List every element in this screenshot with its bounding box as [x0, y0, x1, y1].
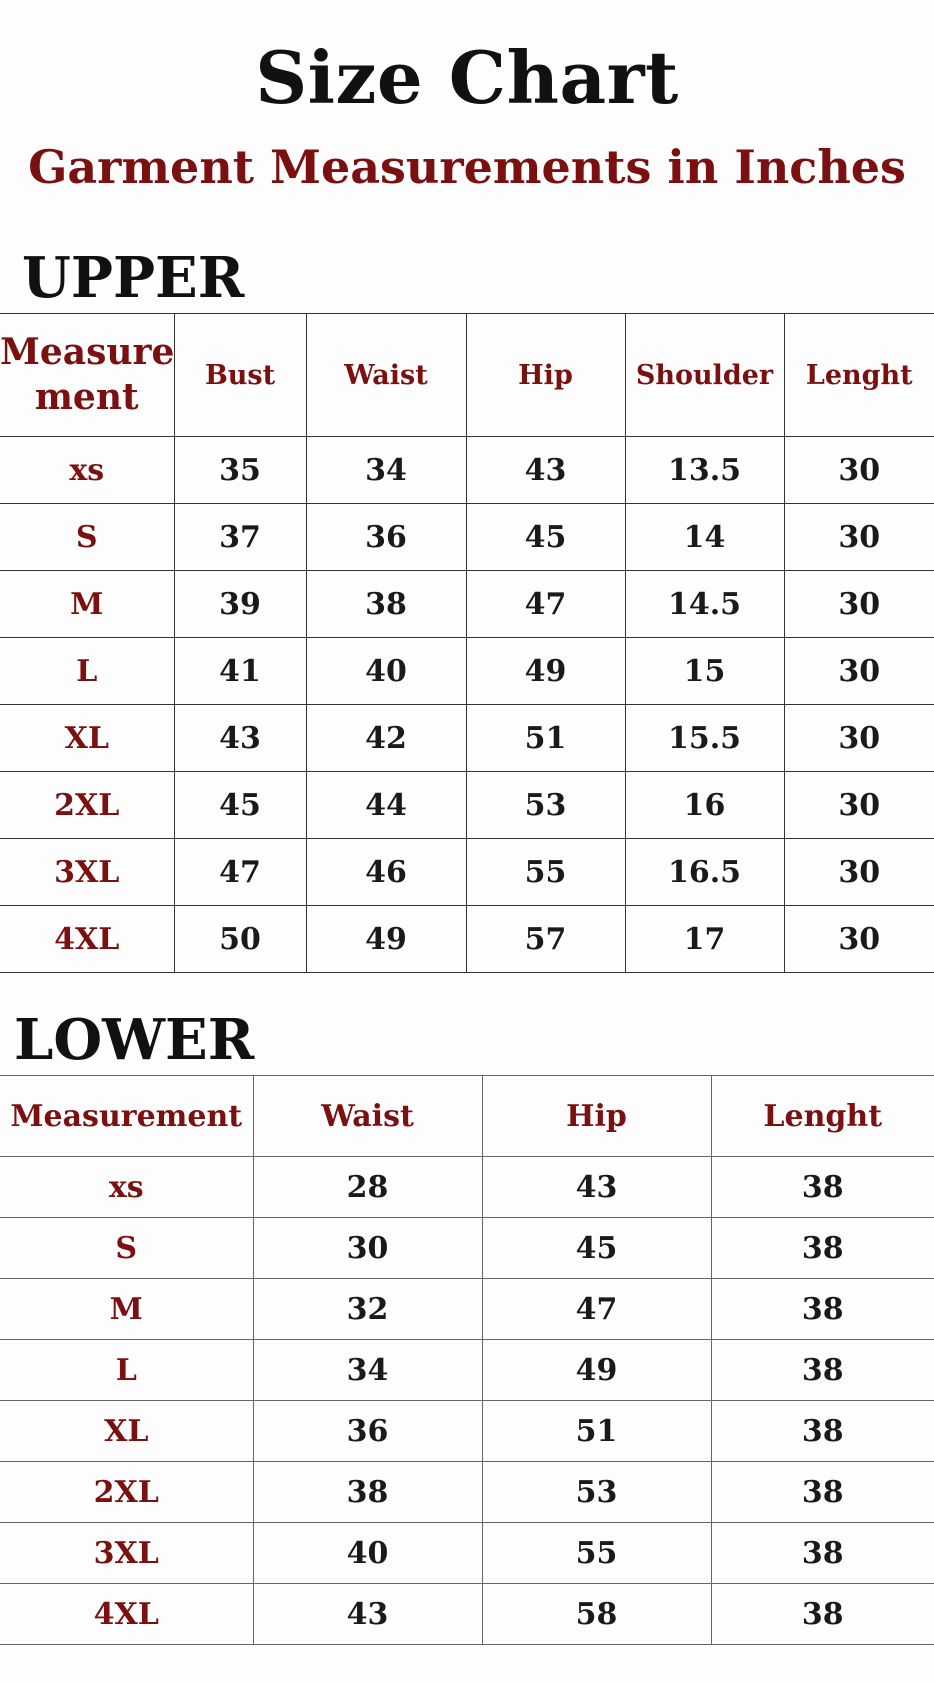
measurement-cell: 30	[784, 906, 934, 973]
measurement-cell: 38	[711, 1523, 934, 1584]
table-row	[0, 1523, 934, 1584]
upper-header-bust: Bust	[174, 314, 306, 437]
size-label-cell: L	[0, 638, 174, 705]
measurement-cell: 53	[466, 772, 625, 839]
measurement-cell: 39	[174, 571, 306, 638]
measurement-cell: 46	[306, 839, 466, 906]
upper-header-length: Lenght	[784, 314, 934, 437]
table-row	[0, 1279, 934, 1340]
measurement-cell: 47	[466, 571, 625, 638]
lower-section-title: LOWER	[14, 1007, 255, 1073]
table-row	[0, 1462, 934, 1523]
measurement-cell: 36	[253, 1401, 482, 1462]
upper-header-hip: Hip	[466, 314, 625, 437]
measurement-cell: 55	[482, 1523, 711, 1584]
measurement-cell: 14.5	[625, 571, 784, 638]
measurement-cell: 47	[482, 1279, 711, 1340]
size-label-cell: XL	[0, 705, 174, 772]
measurement-cell: 38	[253, 1462, 482, 1523]
lower-header-hip: Hip	[482, 1076, 711, 1157]
table-row	[0, 839, 934, 906]
measurement-cell: 38	[711, 1584, 934, 1645]
size-label-cell: 4XL	[0, 1584, 253, 1645]
upper-header-row	[0, 314, 934, 437]
measurement-cell: 14	[625, 504, 784, 571]
measurement-cell: 30	[784, 437, 934, 504]
measurement-cell: 38	[711, 1157, 934, 1218]
lower-header-measurement: Measurement	[0, 1076, 253, 1157]
measurement-cell: 38	[711, 1462, 934, 1523]
size-label-cell: M	[0, 571, 174, 638]
measurement-cell: 43	[482, 1157, 711, 1218]
page-subtitle: Garment Measurements in Inches	[28, 140, 906, 194]
measurement-cell: 40	[306, 638, 466, 705]
measurement-cell: 41	[174, 638, 306, 705]
table-row	[0, 1584, 934, 1645]
measurement-cell: 58	[482, 1584, 711, 1645]
size-label-cell: xs	[0, 437, 174, 504]
size-label-cell: S	[0, 1218, 253, 1279]
upper-section-title: UPPER	[22, 245, 245, 311]
table-row	[0, 571, 934, 638]
measurement-cell: 13.5	[625, 437, 784, 504]
measurement-cell: 34	[253, 1340, 482, 1401]
measurement-cell: 55	[466, 839, 625, 906]
size-label-cell: 2XL	[0, 772, 174, 839]
table-row	[0, 1340, 934, 1401]
table-row	[0, 504, 934, 571]
measurement-cell: 30	[784, 772, 934, 839]
measurement-cell: 30	[784, 571, 934, 638]
measurement-cell: 43	[253, 1584, 482, 1645]
upper-header-shoulder: Shoulder	[625, 314, 784, 437]
table-row	[0, 906, 934, 973]
table-row	[0, 1401, 934, 1462]
upper-header-waist: Waist	[306, 314, 466, 437]
table-row	[0, 772, 934, 839]
measurement-cell: 49	[466, 638, 625, 705]
measurement-cell: 37	[174, 504, 306, 571]
measurement-cell: 45	[482, 1218, 711, 1279]
measurement-cell: 44	[306, 772, 466, 839]
measurement-cell: 15	[625, 638, 784, 705]
measurement-cell: 38	[306, 571, 466, 638]
measurement-cell: 49	[306, 906, 466, 973]
table-row	[0, 1218, 934, 1279]
measurement-cell: 32	[253, 1279, 482, 1340]
measurement-cell: 30	[784, 638, 934, 705]
measurement-cell: 16	[625, 772, 784, 839]
size-label-cell: 2XL	[0, 1462, 253, 1523]
measurement-cell: 30	[784, 705, 934, 772]
measurement-cell: 45	[174, 772, 306, 839]
measurement-cell: 51	[482, 1401, 711, 1462]
size-label-cell: S	[0, 504, 174, 571]
measurement-cell: 38	[711, 1218, 934, 1279]
measurement-cell: 36	[306, 504, 466, 571]
lower-header-waist: Waist	[253, 1076, 482, 1157]
size-label-cell: 3XL	[0, 839, 174, 906]
size-label-cell: xs	[0, 1157, 253, 1218]
size-label-cell: 3XL	[0, 1523, 253, 1584]
size-label-cell: XL	[0, 1401, 253, 1462]
measurement-cell: 42	[306, 705, 466, 772]
measurement-cell: 16.5	[625, 839, 784, 906]
measurement-cell: 38	[711, 1340, 934, 1401]
lower-size-table	[0, 1075, 934, 1645]
lower-header-length: Lenght	[711, 1076, 934, 1157]
measurement-cell: 30	[253, 1218, 482, 1279]
measurement-cell: 50	[174, 906, 306, 973]
measurement-cell: 28	[253, 1157, 482, 1218]
upper-header-measurement: Measure ment	[0, 314, 174, 437]
measurement-cell: 51	[466, 705, 625, 772]
measurement-cell: 34	[306, 437, 466, 504]
size-label-cell: M	[0, 1279, 253, 1340]
measurement-cell: 49	[482, 1340, 711, 1401]
size-label-cell: L	[0, 1340, 253, 1401]
upper-size-table	[0, 313, 934, 973]
table-row	[0, 638, 934, 705]
measurement-cell: 45	[466, 504, 625, 571]
measurement-cell: 47	[174, 839, 306, 906]
table-row	[0, 437, 934, 504]
size-label-cell: 4XL	[0, 906, 174, 973]
measurement-cell: 35	[174, 437, 306, 504]
measurement-cell: 53	[482, 1462, 711, 1523]
measurement-cell: 38	[711, 1401, 934, 1462]
measurement-cell: 40	[253, 1523, 482, 1584]
measurement-cell: 38	[711, 1279, 934, 1340]
measurement-cell: 30	[784, 504, 934, 571]
table-row	[0, 705, 934, 772]
measurement-cell: 30	[784, 839, 934, 906]
measurement-cell: 43	[466, 437, 625, 504]
lower-header-row	[0, 1076, 934, 1157]
measurement-cell: 43	[174, 705, 306, 772]
measurement-cell: 15.5	[625, 705, 784, 772]
page-title: Size Chart	[255, 35, 679, 120]
table-row	[0, 1157, 934, 1218]
measurement-cell: 57	[466, 906, 625, 973]
measurement-cell: 17	[625, 906, 784, 973]
